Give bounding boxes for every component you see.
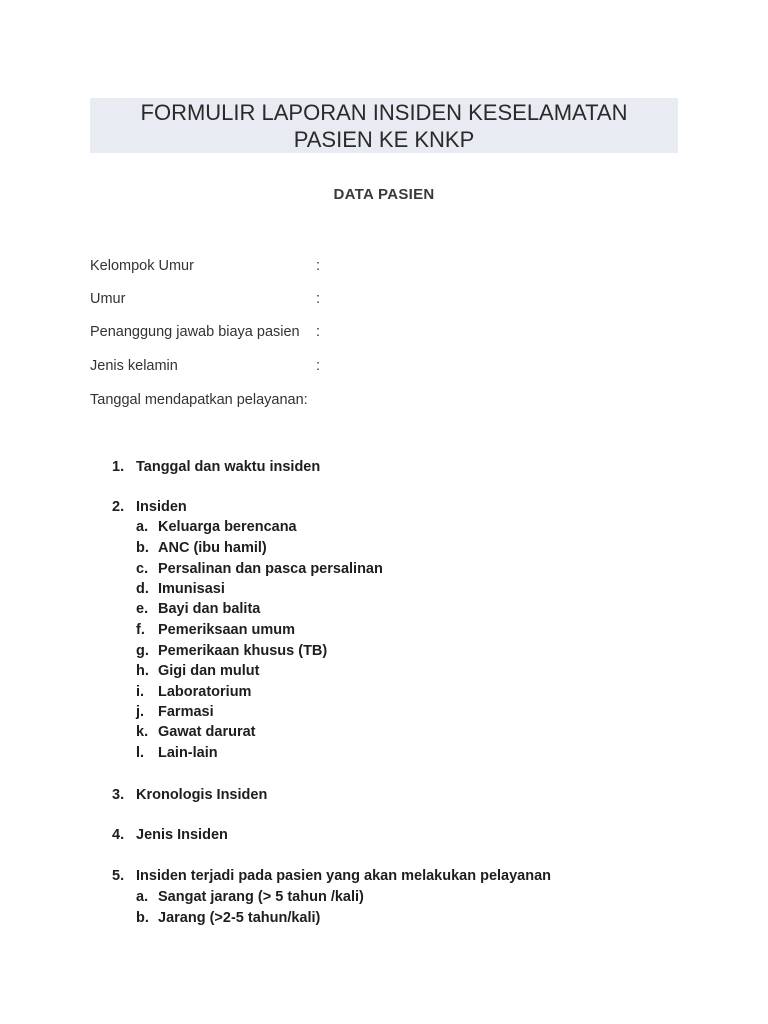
field-umur bbox=[90, 291, 321, 307]
field-jenis-kelamin bbox=[90, 358, 321, 374]
sub-letter: b. bbox=[136, 540, 149, 556]
field-colon: : bbox=[316, 324, 321, 340]
sub-letter: e. bbox=[136, 601, 149, 617]
sub-letter: j. bbox=[136, 704, 145, 720]
list-number: 4. bbox=[112, 827, 125, 843]
sub-letter: i. bbox=[136, 684, 145, 700]
list-text: Insiden terjadi pada pasien yang akan melakukan pelayanan bbox=[136, 868, 552, 884]
sub-letter: g. bbox=[136, 643, 149, 659]
sub-text: Gigi dan mulut bbox=[158, 663, 260, 679]
list-text: Insiden bbox=[136, 499, 187, 515]
sub-text: Keluarga berencana bbox=[158, 519, 297, 535]
sub-text: Gawat darurat bbox=[158, 724, 256, 740]
sub-text: ANC (ibu hamil) bbox=[158, 540, 267, 556]
field-colon: : bbox=[316, 358, 321, 374]
field-label: Umur bbox=[90, 291, 126, 307]
sub-text: Sangat jarang (> 5 tahun /kali) bbox=[158, 889, 364, 905]
form-title-line-2: PASIEN KE KNKP bbox=[293, 127, 475, 152]
sub-letter: c. bbox=[136, 561, 149, 577]
sub-text: Lain-lain bbox=[158, 745, 218, 761]
sub-text: Laboratorium bbox=[158, 684, 252, 700]
sub-text: Pemeriksaan umum bbox=[158, 622, 296, 638]
field-colon: : bbox=[316, 258, 321, 274]
sub-letter: h. bbox=[136, 663, 149, 679]
field-label: Kelompok Umur bbox=[90, 258, 194, 274]
field-colon: : bbox=[316, 291, 321, 307]
sub-letter: d. bbox=[136, 581, 149, 597]
list-text: Jenis Insiden bbox=[136, 827, 228, 843]
sub-text: Farmasi bbox=[158, 704, 214, 720]
sub-letter: l. bbox=[136, 745, 145, 761]
field-tanggal-pelayanan bbox=[90, 392, 308, 408]
form-title-line-1: FORMULIR LAPORAN INSIDEN KESELAMATAN bbox=[140, 100, 628, 125]
sub-text: Jarang (>2-5 tahun/kali) bbox=[158, 910, 321, 926]
list-text: Kronologis Insiden bbox=[136, 787, 268, 803]
sub-letter: f. bbox=[136, 622, 145, 638]
field-penanggung-jawab bbox=[90, 324, 321, 340]
sub-text: Persalinan dan pasca persalinan bbox=[158, 561, 383, 577]
list-number: 2. bbox=[112, 499, 125, 515]
sub-text: Pemerikaan khusus (TB) bbox=[158, 643, 328, 659]
list-text: Tanggal dan waktu insiden bbox=[136, 459, 321, 475]
field-label: Jenis kelamin bbox=[90, 358, 178, 374]
list-number: 1. bbox=[112, 459, 125, 475]
field-label: Penanggung jawab biaya pasien bbox=[90, 324, 300, 340]
sub-text: Bayi dan balita bbox=[158, 601, 261, 617]
form-title bbox=[90, 98, 678, 153]
sub-letter: k. bbox=[136, 724, 149, 740]
list-number: 5. bbox=[112, 868, 125, 884]
sub-letter: a. bbox=[136, 519, 149, 535]
sub-letter: b. bbox=[136, 910, 149, 926]
field-label: Tanggal mendapatkan pelayanan: bbox=[90, 392, 308, 408]
section-title-data-pasien: DATA PASIEN bbox=[333, 186, 435, 203]
sub-text: Imunisasi bbox=[158, 581, 225, 597]
sub-letter: a. bbox=[136, 889, 149, 905]
field-kelompok-umur bbox=[90, 258, 321, 274]
list-number: 3. bbox=[112, 787, 125, 803]
